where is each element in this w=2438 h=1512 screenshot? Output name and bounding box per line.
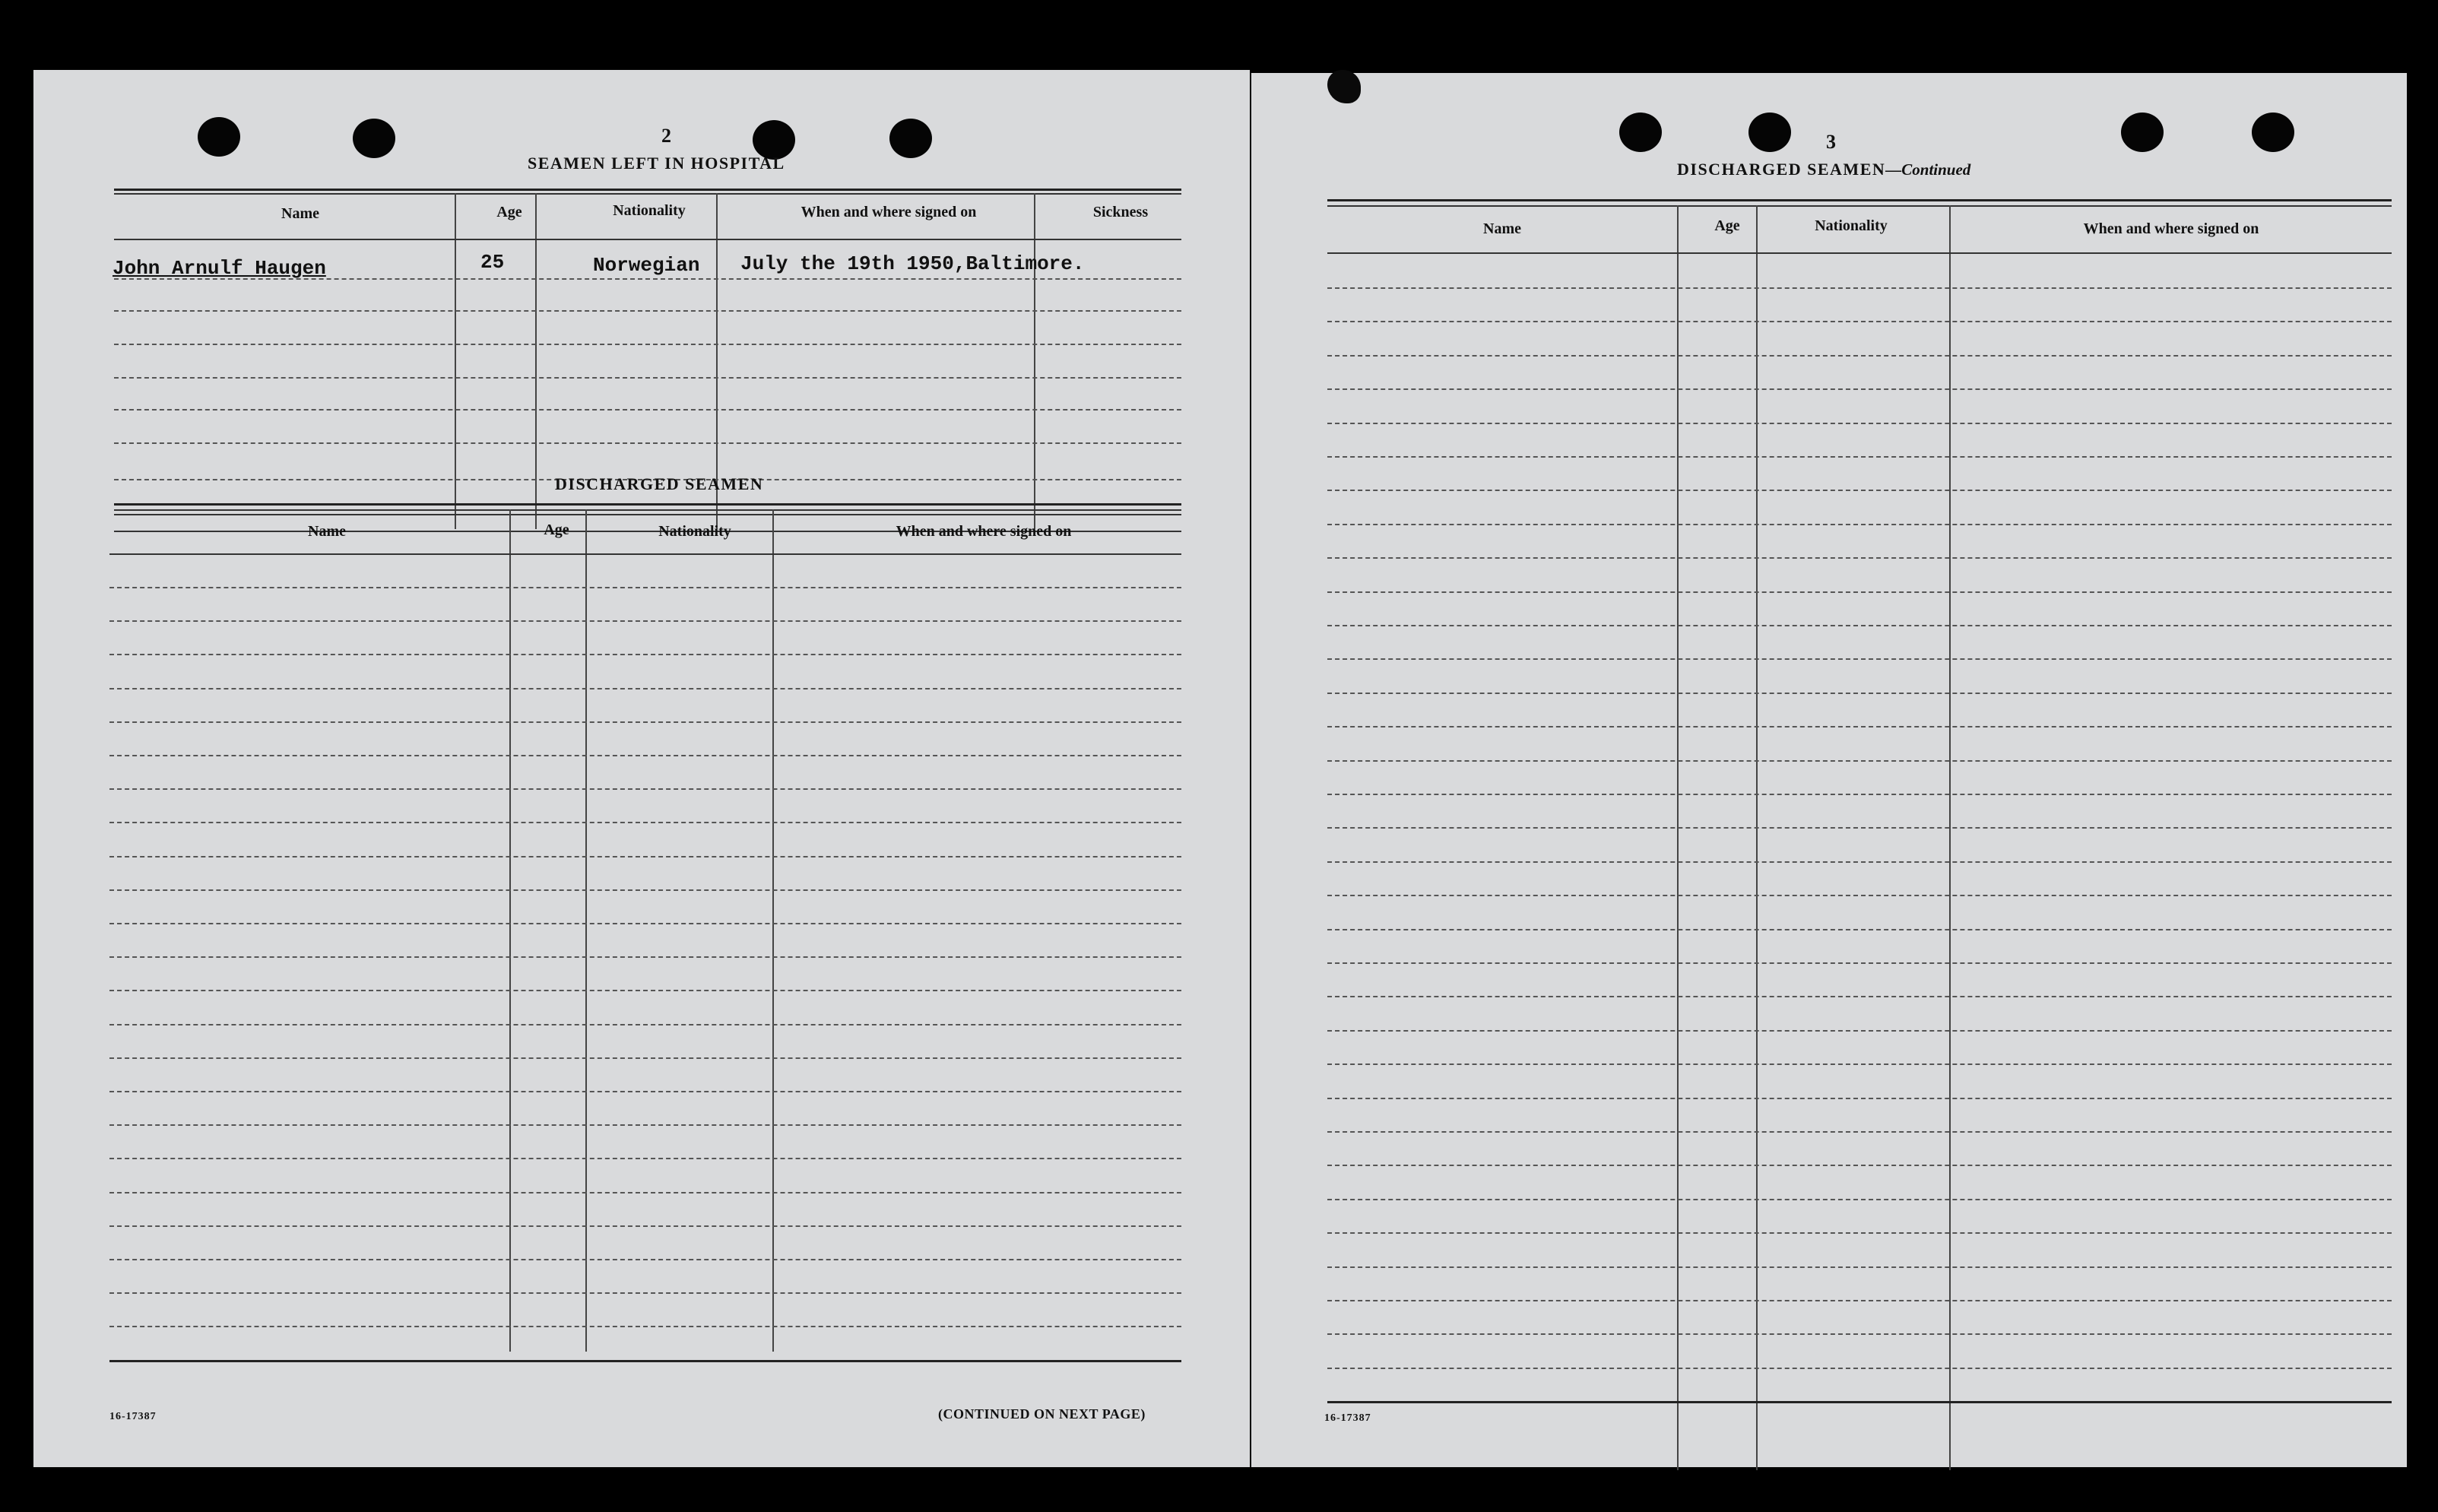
continued-note: (CONTINUED ON NEXT PAGE) — [938, 1406, 1146, 1422]
row-line — [109, 1024, 1181, 1025]
column-header-signed-on: When and where signed on — [801, 204, 977, 220]
row-line — [1327, 1368, 2392, 1369]
hospital-section-title: SEAMEN LEFT IN HOSPITAL — [528, 154, 785, 173]
row-line — [109, 1057, 1181, 1059]
row-line — [109, 721, 1181, 723]
row-line — [1327, 355, 2392, 357]
left-page — [33, 70, 1250, 1467]
row-line — [1327, 557, 2392, 559]
section-title-text: DISCHARGED SEAMEN — [1677, 160, 1886, 179]
row-line — [1327, 423, 2392, 424]
row-line — [1327, 1232, 2392, 1234]
discharged-section-title: DISCHARGED SEAMEN — [555, 474, 764, 493]
row-line — [1327, 1266, 2392, 1268]
row-line — [109, 654, 1181, 655]
column-header-nationality: Nationality — [613, 202, 686, 219]
row-line — [1327, 591, 2392, 593]
right-page — [1251, 73, 2407, 1467]
hospital-seaman-signed-on: July the 19th 1950,Baltimore. — [740, 252, 1085, 275]
punch-hole-icon — [889, 119, 932, 158]
punch-hole-icon — [2252, 113, 2294, 152]
row-line — [1327, 895, 2392, 896]
row-line — [1327, 1300, 2392, 1301]
row-line — [109, 1091, 1181, 1092]
column-divider — [1677, 205, 1679, 1470]
page-number: 3 — [1826, 131, 1836, 153]
row-line — [1327, 321, 2392, 322]
row-line — [1327, 456, 2392, 458]
row-line — [109, 1259, 1181, 1260]
row-line — [109, 587, 1181, 588]
hospital-seaman-name: John Arnulf Haugen — [113, 257, 326, 280]
row-line — [109, 1158, 1181, 1159]
row-line — [1327, 1098, 2392, 1099]
row-line — [109, 788, 1181, 790]
row-line — [109, 856, 1181, 857]
table-rule — [109, 553, 1181, 555]
column-header-name: Name — [281, 205, 319, 222]
row-line — [1327, 1401, 2392, 1403]
column-header-name: Name — [1483, 220, 1521, 237]
row-line — [109, 620, 1181, 622]
punch-hole-icon — [1619, 113, 1662, 152]
row-line — [1327, 524, 2392, 525]
column-header-sickness: Sickness — [1092, 204, 1149, 220]
table-rule — [1327, 199, 2392, 201]
row-line — [1327, 760, 2392, 762]
row-line — [1327, 625, 2392, 626]
row-line — [109, 1192, 1181, 1193]
hospital-seaman-age: 25 — [480, 251, 505, 274]
column-header-nationality: Nationality — [658, 523, 731, 540]
page-number: 2 — [661, 125, 671, 147]
row-line — [1327, 287, 2392, 289]
row-line — [1327, 1131, 2392, 1133]
row-line — [109, 990, 1181, 991]
hospital-seaman-nationality: Norwegian — [593, 254, 700, 277]
row-line — [1327, 490, 2392, 491]
row-line — [114, 310, 1181, 312]
row-line — [1327, 861, 2392, 863]
column-header-signed-on: When and where signed on — [2083, 220, 2259, 237]
column-header-age: Age — [1714, 217, 1740, 234]
column-header-age: Age — [496, 204, 522, 220]
row-line — [109, 956, 1181, 958]
row-line — [109, 1292, 1181, 1294]
row-line — [114, 514, 1181, 515]
row-line — [109, 923, 1181, 924]
column-divider — [1949, 205, 1951, 1470]
column-header-name: Name — [308, 523, 346, 540]
punch-hole-icon — [353, 119, 395, 158]
table-rule — [114, 509, 1181, 511]
ink-smudge-icon — [1327, 70, 1361, 103]
row-line — [1327, 1030, 2392, 1032]
table-rule — [114, 189, 1181, 191]
punch-hole-icon — [198, 117, 240, 157]
row-line — [109, 1225, 1181, 1227]
table-rule — [114, 193, 1181, 195]
table-rule — [114, 503, 1181, 506]
row-line — [1327, 388, 2392, 390]
row-line — [109, 1360, 1181, 1362]
row-line — [109, 688, 1181, 689]
row-line — [109, 1124, 1181, 1126]
row-line — [109, 1326, 1181, 1327]
row-line — [1327, 658, 2392, 660]
column-header-signed-on: When and where signed on — [896, 523, 1072, 540]
row-line — [1327, 726, 2392, 727]
form-number: 16-17387 — [1324, 1412, 1371, 1424]
row-line — [1327, 962, 2392, 964]
row-line — [109, 755, 1181, 756]
column-divider — [1756, 205, 1758, 1470]
row-line — [1327, 1165, 2392, 1166]
row-line — [114, 442, 1181, 444]
row-line — [114, 409, 1181, 410]
row-line — [109, 889, 1181, 891]
row-line — [1327, 1063, 2392, 1065]
row-line — [114, 344, 1181, 345]
table-rule — [1327, 252, 2392, 254]
row-line — [1327, 693, 2392, 694]
row-line — [1327, 1199, 2392, 1200]
row-line — [1327, 827, 2392, 829]
row-line — [1327, 929, 2392, 930]
discharged-continued-title — [1677, 160, 1970, 179]
row-line — [1327, 794, 2392, 795]
form-number: 16-17387 — [109, 1411, 157, 1422]
section-title-suffix: —Continued — [1885, 160, 1971, 179]
column-header-age: Age — [544, 521, 569, 538]
table-rule — [1327, 205, 2392, 207]
column-header-nationality: Nationality — [1815, 217, 1888, 234]
row-line — [1327, 1333, 2392, 1335]
table-rule — [114, 239, 1181, 240]
punch-hole-icon — [2121, 113, 2164, 152]
row-line — [114, 377, 1181, 379]
punch-hole-icon — [1748, 113, 1791, 152]
row-line — [1327, 996, 2392, 997]
row-line — [109, 822, 1181, 823]
